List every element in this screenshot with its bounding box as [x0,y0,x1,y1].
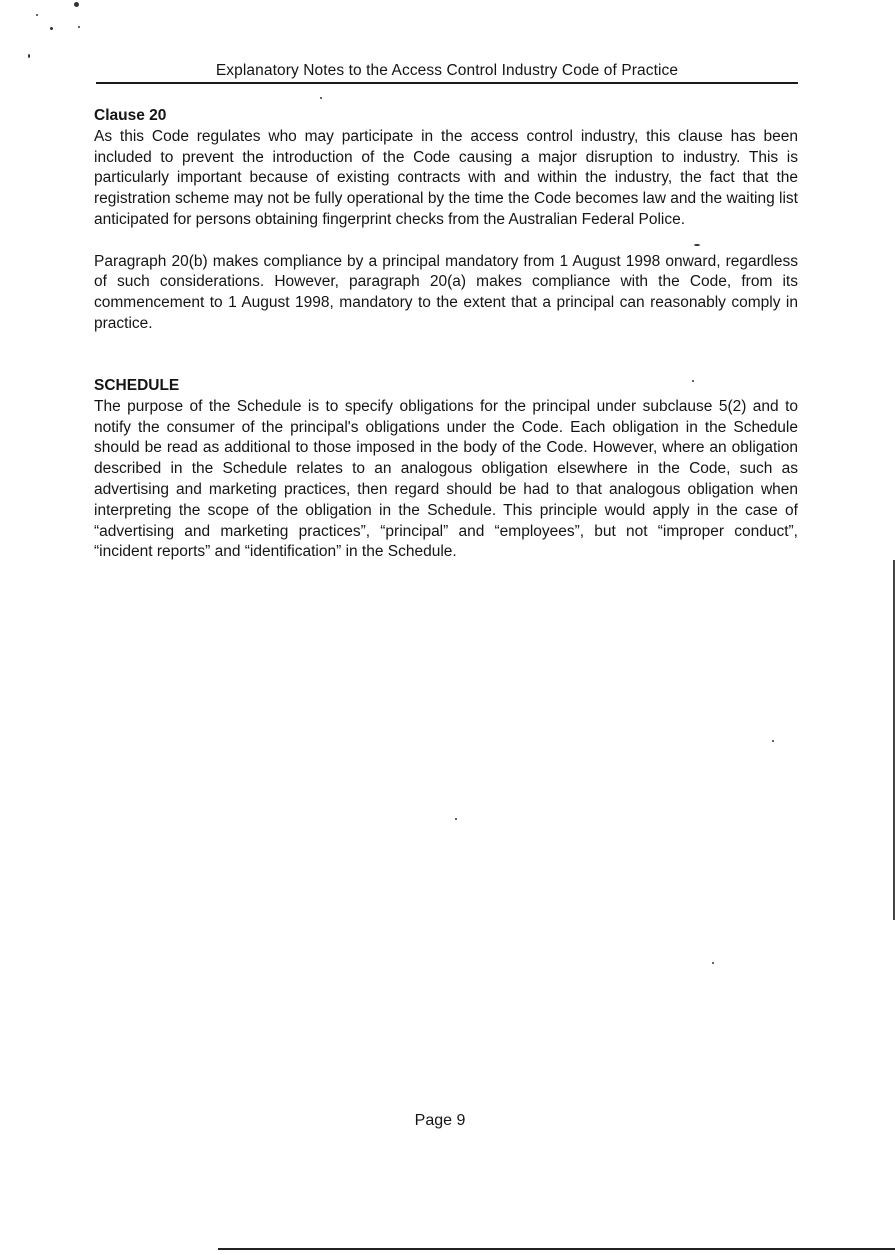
section-clause-20 [94,106,798,335]
section-schedule [94,376,798,563]
section-heading: SCHEDULE [94,377,180,394]
scan-speck [772,740,774,742]
scan-speck [36,14,38,16]
section-heading: Clause 20 [94,107,167,124]
scan-speck [712,962,714,964]
scan-speck [320,97,322,99]
section-paragraph: As this Code regulates who may participate in the access control industry, this clause has been included to prevent the introduction of the Code causing a major disruption to industry. This is particularly important because of existing contracts with and within the industry, the fact that the registration scheme may not be fully operational by the time the Code becomes law and the waiting list anticipated for persons obtaining fingerprint checks from the Australian Federal Police. [94,127,798,228]
page-header [96,62,798,84]
section-paragraph: The purpose of the Schedule is to specify obligations for the principal under subclause 5(2) and to notify the consumer of the principal's obligations under the Code. Each obligation in the Schedule should be read as additional to those imposed in the body of the Code. However, where an obligation described in the Schedule relates to an analogous obligation elsewhere in the Code, such as advertising and marketing practices, then regard should be had to that analogous obligation when interpreting the scope of the obligation in the Schedule. This principle would apply in the case of “advertising and marketing practices”, “principal” and “employees”, but not “improper conduct”, “incident reports” and “identification” in the Schedule. [94,397,798,561]
header-title: Explanatory Notes to the Access Control Industry Code of Practice [215,62,679,79]
scan-speck [78,26,80,28]
scan-speck [50,27,53,30]
page-number: Page 9 [414,1112,466,1129]
section-paragraph: Paragraph 20(b) makes compliance by a principal mandatory from 1 August 1998 onward, regardless of such considerations. However, paragraph 20(a) makes compliance with the Code, from its commencement to 1 August 1998, mandatory to the extent that a principal can reasonably comply in practice. [94,252,798,332]
scan-bottom-line [218,1248,895,1250]
scan-speck [28,54,30,58]
scan-speck [455,818,457,820]
scan-speck [74,2,79,7]
